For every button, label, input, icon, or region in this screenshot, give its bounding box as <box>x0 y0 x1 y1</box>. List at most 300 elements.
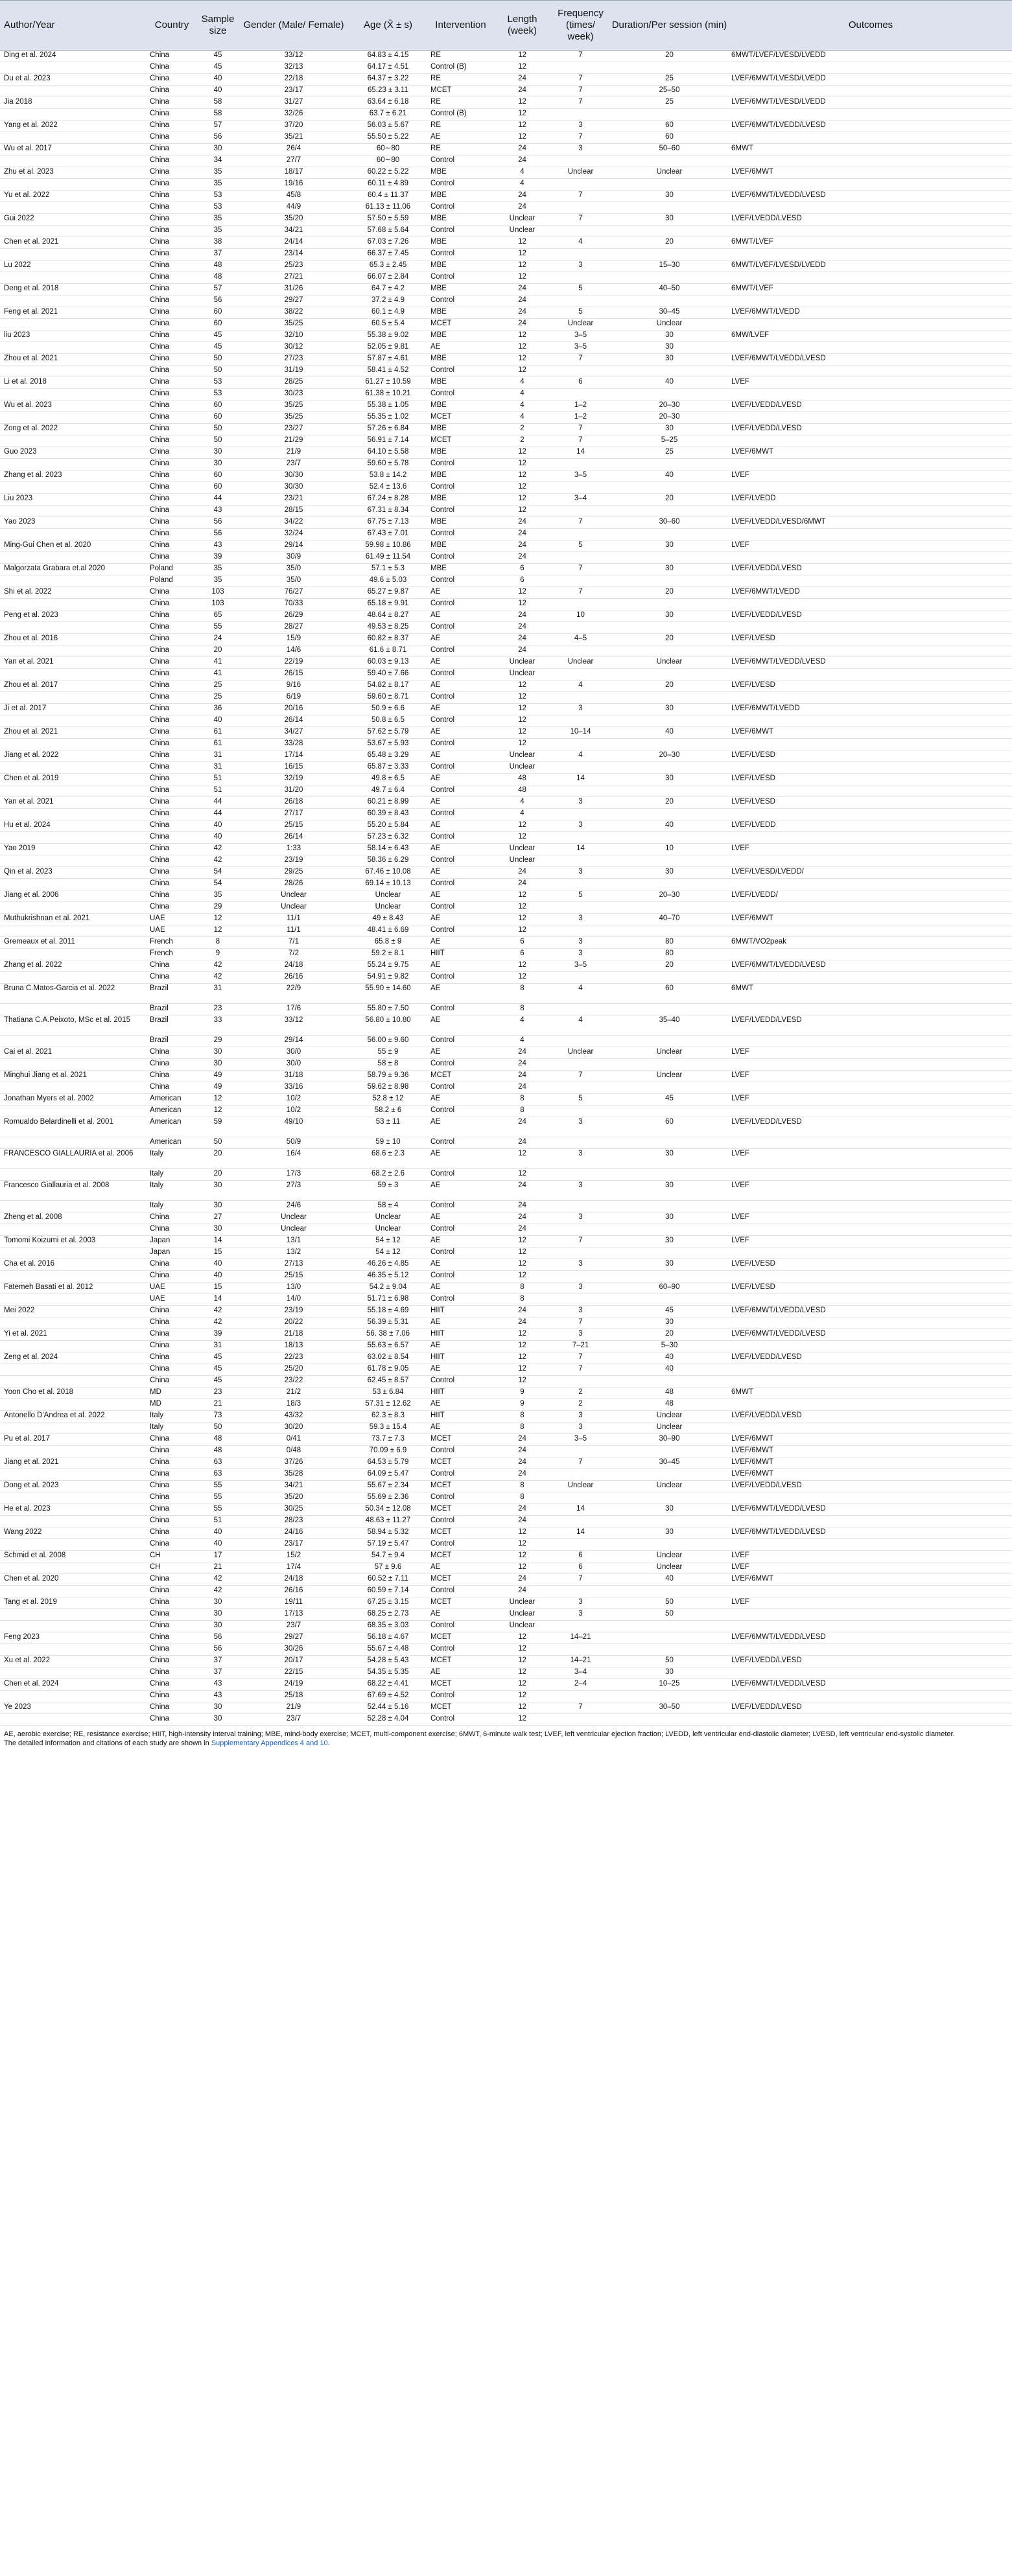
frequency-cell: 7 <box>552 51 609 62</box>
country-cell: China <box>148 1317 196 1329</box>
frequency-cell <box>552 902 609 914</box>
sample-size-cell: 57 <box>196 284 240 296</box>
frequency-cell: 4 <box>552 237 609 249</box>
table-row <box>0 342 1012 354</box>
author-cell: Zhou et al. 2021 <box>0 727 148 739</box>
author-cell: Yi et al. 2021 <box>0 1329 148 1341</box>
intervention-cell: AE <box>429 1094 493 1106</box>
abbreviation-footnote: AE, aerobic exercise; RE, resistance exercise; HIIT, high-intensity interval training; MBE, mind-body exercise; MCET, multi-component exercise; 6MWT, 6-minute walk test; LVEF, left ventricular ejection fraction; LVEDD, left ventricular end-diastolic diameter; LVESD, left ventricular end-systolic diameter. <box>4 1730 955 1738</box>
frequency-cell: 3–4 <box>552 1667 609 1679</box>
outcomes-cell: LVEF/LVESD <box>729 797 1012 809</box>
table-row <box>0 202 1012 214</box>
age-cell: 65.87 ± 3.33 <box>347 762 429 774</box>
table-row <box>0 366 1012 377</box>
frequency-cell <box>552 1446 609 1457</box>
country-cell: China <box>148 354 196 366</box>
outcomes-cell <box>729 296 1012 307</box>
country-cell: Brazil <box>148 1004 196 1015</box>
length-cell: 9 <box>493 1399 552 1411</box>
length-cell: 12 <box>493 692 552 704</box>
intervention-cell: Control <box>429 1516 493 1527</box>
length-cell: Unclear <box>493 750 552 762</box>
age-cell: 54 ± 12 <box>347 1236 429 1247</box>
intervention-cell: AE <box>429 914 493 925</box>
age-cell: 54 ± 12 <box>347 1247 429 1259</box>
duration-cell <box>609 1644 729 1656</box>
age-cell: 55.67 ± 2.34 <box>347 1481 429 1492</box>
length-cell: 12 <box>493 704 552 715</box>
sample-size-cell: 30 <box>196 1059 240 1071</box>
table-row <box>0 1352 1012 1364</box>
gender-cell: 25/15 <box>240 820 347 832</box>
duration-cell <box>609 972 729 984</box>
sample-size-cell: 56 <box>196 529 240 540</box>
outcomes-cell: LVEF <box>729 540 1012 552</box>
table-row <box>0 1539 1012 1551</box>
length-cell: 24 <box>493 645 552 657</box>
length-cell: 12 <box>493 249 552 261</box>
frequency-cell: 3 <box>552 1181 609 1201</box>
gender-cell: 0/41 <box>240 1434 347 1446</box>
country-cell: China <box>148 307 196 319</box>
table-row <box>0 1691 1012 1702</box>
duration-cell: 5–25 <box>609 435 729 447</box>
table-row <box>0 762 1012 774</box>
gender-cell: 28/23 <box>240 1516 347 1527</box>
length-cell: 12 <box>493 587 552 599</box>
length-cell: 12 <box>493 1341 552 1352</box>
country-cell: China <box>148 622 196 634</box>
duration-cell: 40–70 <box>609 914 729 925</box>
outcomes-cell <box>729 855 1012 867</box>
country-cell: China <box>148 459 196 470</box>
country-cell: American <box>148 1106 196 1117</box>
frequency-cell: 3–4 <box>552 494 609 505</box>
table-body <box>0 51 1012 1726</box>
length-cell: 6 <box>493 937 552 949</box>
frequency-cell: 14 <box>552 1527 609 1539</box>
table-row <box>0 937 1012 949</box>
author-cell <box>0 949 148 960</box>
age-cell: 56.03 ± 5.67 <box>347 121 429 132</box>
sample-size-cell: 50 <box>196 1137 240 1149</box>
table-row <box>0 1004 1012 1015</box>
intervention-cell: MCET <box>429 86 493 97</box>
outcomes-cell: 6MWT/VO2peak <box>729 937 1012 949</box>
intervention-cell: Control <box>429 1201 493 1213</box>
country-cell: China <box>148 785 196 797</box>
outcomes-cell <box>729 1644 1012 1656</box>
author-cell <box>0 1492 148 1504</box>
gender-cell: 23/7 <box>240 1714 347 1726</box>
country-cell: Japan <box>148 1247 196 1259</box>
outcomes-cell: 6MWT/LVEF/LVESD/LVEDD <box>729 51 1012 62</box>
length-cell: 12 <box>493 1667 552 1679</box>
intervention-cell: Control <box>429 389 493 400</box>
table-row <box>0 1411 1012 1422</box>
outcomes-cell <box>729 86 1012 97</box>
duration-cell: 30 <box>609 774 729 785</box>
frequency-cell <box>552 272 609 284</box>
gender-cell: 19/16 <box>240 179 347 191</box>
table-row <box>0 144 1012 156</box>
age-cell: 56.91 ± 7.14 <box>347 435 429 447</box>
outcomes-cell: LVEF <box>729 1181 1012 1201</box>
country-cell: China <box>148 144 196 156</box>
outcomes-cell: LVEF/LVEDD/LVESD <box>729 1411 1012 1422</box>
gender-cell: 34/22 <box>240 517 347 529</box>
frequency-cell <box>552 762 609 774</box>
duration-cell <box>609 552 729 564</box>
gender-cell: 23/17 <box>240 1539 347 1551</box>
country-cell: China <box>148 1341 196 1352</box>
outcomes-cell: 6MWT <box>729 1387 1012 1399</box>
gender-cell: 33/16 <box>240 1082 347 1094</box>
frequency-cell: 3 <box>552 867 609 879</box>
length-cell: 8 <box>493 984 552 1004</box>
sample-size-cell: 35 <box>196 575 240 587</box>
frequency-cell: 7 <box>552 354 609 366</box>
country-cell: China <box>148 610 196 622</box>
age-cell: 67.69 ± 4.52 <box>347 1691 429 1702</box>
duration-cell: 80 <box>609 937 729 949</box>
duration-cell <box>609 1492 729 1504</box>
length-cell: Unclear <box>493 855 552 867</box>
frequency-cell: 7 <box>552 1574 609 1586</box>
table-row <box>0 1137 1012 1149</box>
outcomes-cell <box>729 622 1012 634</box>
country-cell: China <box>148 1632 196 1644</box>
sample-size-cell: 30 <box>196 1714 240 1726</box>
frequency-cell: 14 <box>552 447 609 459</box>
age-cell: 56.00 ± 9.60 <box>347 1036 429 1047</box>
intervention-cell: Control <box>429 202 493 214</box>
gender-cell: 24/14 <box>240 237 347 249</box>
age-cell: 64.10 ± 5.58 <box>347 447 429 459</box>
intervention-cell: Control <box>429 1714 493 1726</box>
outcomes-cell <box>729 1082 1012 1094</box>
table-row <box>0 249 1012 261</box>
intervention-cell: Control <box>429 972 493 984</box>
sample-size-cell: 50 <box>196 424 240 435</box>
intervention-cell: MBE <box>429 540 493 552</box>
table-row <box>0 261 1012 272</box>
intervention-cell: AE <box>429 960 493 972</box>
frequency-cell: 7 <box>552 1071 609 1082</box>
duration-cell: 25 <box>609 97 729 109</box>
country-cell: China <box>148 296 196 307</box>
outcomes-cell: LVEF/LVEDD/LVESD <box>729 1481 1012 1492</box>
length-cell: 24 <box>493 517 552 529</box>
outcomes-cell <box>729 1317 1012 1329</box>
length-cell: 4 <box>493 377 552 389</box>
frequency-cell: 3 <box>552 1609 609 1621</box>
country-cell: China <box>148 972 196 984</box>
author-cell <box>0 342 148 354</box>
frequency-cell <box>552 692 609 704</box>
intervention-cell: HIIT <box>429 1306 493 1317</box>
author-cell <box>0 1036 148 1047</box>
supplementary-link[interactable]: Supplementary Appendices 4 and 10 <box>211 1739 328 1747</box>
age-cell: 60.39 ± 8.43 <box>347 809 429 820</box>
duration-cell <box>609 1516 729 1527</box>
length-cell: 12 <box>493 1644 552 1656</box>
author-cell: Ji et al. 2017 <box>0 704 148 715</box>
gender-cell: 27/7 <box>240 156 347 167</box>
length-cell: 4 <box>493 179 552 191</box>
sample-size-cell: 60 <box>196 307 240 319</box>
sample-size-cell: 30 <box>196 1621 240 1632</box>
frequency-cell: 5 <box>552 1094 609 1106</box>
country-cell: China <box>148 389 196 400</box>
table-row <box>0 960 1012 972</box>
intervention-cell: Control <box>429 762 493 774</box>
table-row <box>0 191 1012 202</box>
frequency-cell: 3 <box>552 1597 609 1609</box>
country-cell: China <box>148 832 196 844</box>
frequency-cell <box>552 1714 609 1726</box>
intervention-cell: Control <box>429 1271 493 1282</box>
author-cell: Dong et al. 2023 <box>0 1481 148 1492</box>
table-row <box>0 109 1012 121</box>
outcomes-cell <box>729 1399 1012 1411</box>
gender-cell: 23/19 <box>240 1306 347 1317</box>
country-cell: China <box>148 960 196 972</box>
gender-cell: 7/2 <box>240 949 347 960</box>
intervention-cell: Control <box>429 645 493 657</box>
length-cell: 24 <box>493 1082 552 1094</box>
frequency-cell: 7 <box>552 587 609 599</box>
gender-cell: 29/27 <box>240 1632 347 1644</box>
duration-cell: 30 <box>609 704 729 715</box>
frequency-cell: 7 <box>552 1364 609 1376</box>
intervention-cell: AE <box>429 1117 493 1137</box>
frequency-cell: 7 <box>552 86 609 97</box>
outcomes-cell: LVEF <box>729 1562 1012 1574</box>
author-cell: Hu et al. 2024 <box>0 820 148 832</box>
country-cell: Brazil <box>148 1015 196 1036</box>
intervention-cell: Control <box>429 505 493 517</box>
duration-cell <box>609 879 729 890</box>
age-cell: 58 ± 8 <box>347 1059 429 1071</box>
length-cell: Unclear <box>493 657 552 669</box>
length-cell: 24 <box>493 1047 552 1059</box>
sample-size-cell: 60 <box>196 470 240 482</box>
country-cell: China <box>148 505 196 517</box>
length-cell: 24 <box>493 610 552 622</box>
age-cell: 65.8 ± 9 <box>347 937 429 949</box>
length-cell: 4 <box>493 389 552 400</box>
age-cell: 63.7 ± 6.21 <box>347 109 429 121</box>
table-row <box>0 1224 1012 1236</box>
frequency-cell <box>552 249 609 261</box>
author-cell: Chen et al. 2019 <box>0 774 148 785</box>
outcomes-cell <box>729 645 1012 657</box>
country-cell: China <box>148 634 196 645</box>
age-cell: 65.48 ± 3.29 <box>347 750 429 762</box>
intervention-cell: Control <box>429 715 493 727</box>
table-row <box>0 1036 1012 1047</box>
author-cell: Schmid et al. 2008 <box>0 1551 148 1562</box>
author-cell: Malgorzata Grabara et.al 2020 <box>0 564 148 575</box>
length-cell: 12 <box>493 62 552 74</box>
sample-size-cell: 23 <box>196 1387 240 1399</box>
table-row <box>0 622 1012 634</box>
length-cell: 6 <box>493 949 552 960</box>
duration-cell: 25–50 <box>609 86 729 97</box>
outcomes-cell: LVEF/6MWT <box>729 1574 1012 1586</box>
intervention-cell: AE <box>429 774 493 785</box>
age-cell: 67.43 ± 7.01 <box>347 529 429 540</box>
country-cell: China <box>148 167 196 179</box>
author-cell <box>0 1106 148 1117</box>
frequency-cell: 4–5 <box>552 634 609 645</box>
country-cell: Italy <box>148 1169 196 1181</box>
frequency-cell <box>552 1294 609 1306</box>
age-cell: 58.36 ± 6.29 <box>347 855 429 867</box>
country-cell: China <box>148 237 196 249</box>
country-cell: China <box>148 494 196 505</box>
frequency-cell <box>552 389 609 400</box>
intervention-cell: MCET <box>429 412 493 424</box>
frequency-cell: 7 <box>552 1702 609 1714</box>
duration-cell <box>609 692 729 704</box>
author-cell: liu 2023 <box>0 331 148 342</box>
duration-cell <box>609 925 729 937</box>
duration-cell <box>609 1446 729 1457</box>
gender-cell: 24/6 <box>240 1201 347 1213</box>
table-row <box>0 540 1012 552</box>
outcomes-cell: LVEF <box>729 1071 1012 1082</box>
frequency-cell <box>552 1004 609 1015</box>
age-cell: 55.80 ± 7.50 <box>347 1004 429 1015</box>
author-cell <box>0 1586 148 1597</box>
sample-size-cell: 12 <box>196 914 240 925</box>
intervention-cell: Control <box>429 1059 493 1071</box>
gender-cell: 33/12 <box>240 1015 347 1036</box>
author-cell: FRANCESCO GIALLAURIA et al. 2006 <box>0 1149 148 1169</box>
table-row <box>0 529 1012 540</box>
outcomes-cell <box>729 505 1012 517</box>
author-cell <box>0 809 148 820</box>
duration-cell <box>609 855 729 867</box>
frequency-cell <box>552 599 609 610</box>
table-row <box>0 389 1012 400</box>
gender-cell: 50/9 <box>240 1137 347 1149</box>
gender-cell: 70/33 <box>240 599 347 610</box>
author-cell <box>0 1376 148 1387</box>
author-cell: Zeng et al. 2024 <box>0 1352 148 1364</box>
table-row <box>0 1621 1012 1632</box>
gender-cell: 17/14 <box>240 750 347 762</box>
age-cell: 46.26 ± 4.85 <box>347 1259 429 1271</box>
outcomes-cell <box>729 1294 1012 1306</box>
table-row <box>0 1644 1012 1656</box>
table-row <box>0 1341 1012 1352</box>
intervention-cell: Control <box>429 272 493 284</box>
frequency-cell <box>552 1137 609 1149</box>
country-cell: China <box>148 855 196 867</box>
length-cell: 12 <box>493 680 552 692</box>
gender-cell: 16/15 <box>240 762 347 774</box>
intervention-cell: AE <box>429 1609 493 1621</box>
gender-cell: 45/8 <box>240 191 347 202</box>
duration-cell <box>609 1539 729 1551</box>
outcomes-cell <box>729 972 1012 984</box>
age-cell: 61.38 ± 10.21 <box>347 389 429 400</box>
intervention-cell: AE <box>429 1213 493 1224</box>
sample-size-cell: 50 <box>196 435 240 447</box>
sample-size-cell: 40 <box>196 1527 240 1539</box>
sample-size-cell: 53 <box>196 377 240 389</box>
author-cell <box>0 389 148 400</box>
table-row <box>0 307 1012 319</box>
gender-cell: 28/26 <box>240 879 347 890</box>
gender-cell: 11/1 <box>240 914 347 925</box>
sample-size-cell: 31 <box>196 984 240 1004</box>
country-cell: China <box>148 1527 196 1539</box>
duration-cell: 30–45 <box>609 1457 729 1469</box>
table-row <box>0 1422 1012 1434</box>
author-cell: Jiang et al. 2021 <box>0 1457 148 1469</box>
author-cell <box>0 1644 148 1656</box>
frequency-cell <box>552 972 609 984</box>
gender-cell: 17/4 <box>240 1562 347 1574</box>
author-cell <box>0 1399 148 1411</box>
gender-cell: 10/2 <box>240 1094 347 1106</box>
gender-cell: 29/27 <box>240 296 347 307</box>
country-cell: China <box>148 1492 196 1504</box>
length-cell: 12 <box>493 51 552 62</box>
duration-cell <box>609 272 729 284</box>
frequency-cell: 5 <box>552 284 609 296</box>
intervention-cell: Control <box>429 1137 493 1149</box>
intervention-cell: Control <box>429 226 493 237</box>
length-cell: 4 <box>493 412 552 424</box>
length-cell: 8 <box>493 1004 552 1015</box>
intervention-cell: Control <box>429 902 493 914</box>
duration-cell: Unclear <box>609 1551 729 1562</box>
length-cell: Unclear <box>493 214 552 226</box>
country-cell: China <box>148 762 196 774</box>
intervention-cell: HIIT <box>429 1387 493 1399</box>
frequency-cell: 1–2 <box>552 412 609 424</box>
duration-cell: 30–45 <box>609 307 729 319</box>
gender-cell: 27/21 <box>240 272 347 284</box>
author-cell: Zhang et al. 2022 <box>0 960 148 972</box>
frequency-cell <box>552 809 609 820</box>
sample-size-cell: 30 <box>196 459 240 470</box>
duration-cell <box>609 599 729 610</box>
intervention-cell: MBE <box>429 354 493 366</box>
duration-cell: 48 <box>609 1387 729 1399</box>
length-cell: 12 <box>493 331 552 342</box>
age-cell: 58.14 ± 6.43 <box>347 844 429 855</box>
table-row <box>0 296 1012 307</box>
gender-cell: 30/26 <box>240 1644 347 1656</box>
age-cell: 59 ± 10 <box>347 1137 429 1149</box>
sample-size-cell: 53 <box>196 202 240 214</box>
duration-cell <box>609 669 729 680</box>
intervention-cell: AE <box>429 634 493 645</box>
outcomes-cell: LVEF/LVEDD/ <box>729 890 1012 902</box>
duration-cell: 30 <box>609 1317 729 1329</box>
outcomes-cell: LVEF <box>729 470 1012 482</box>
sample-size-cell: 56 <box>196 1632 240 1644</box>
sample-size-cell: 60 <box>196 412 240 424</box>
duration-cell: 25 <box>609 447 729 459</box>
length-cell: 24 <box>493 202 552 214</box>
